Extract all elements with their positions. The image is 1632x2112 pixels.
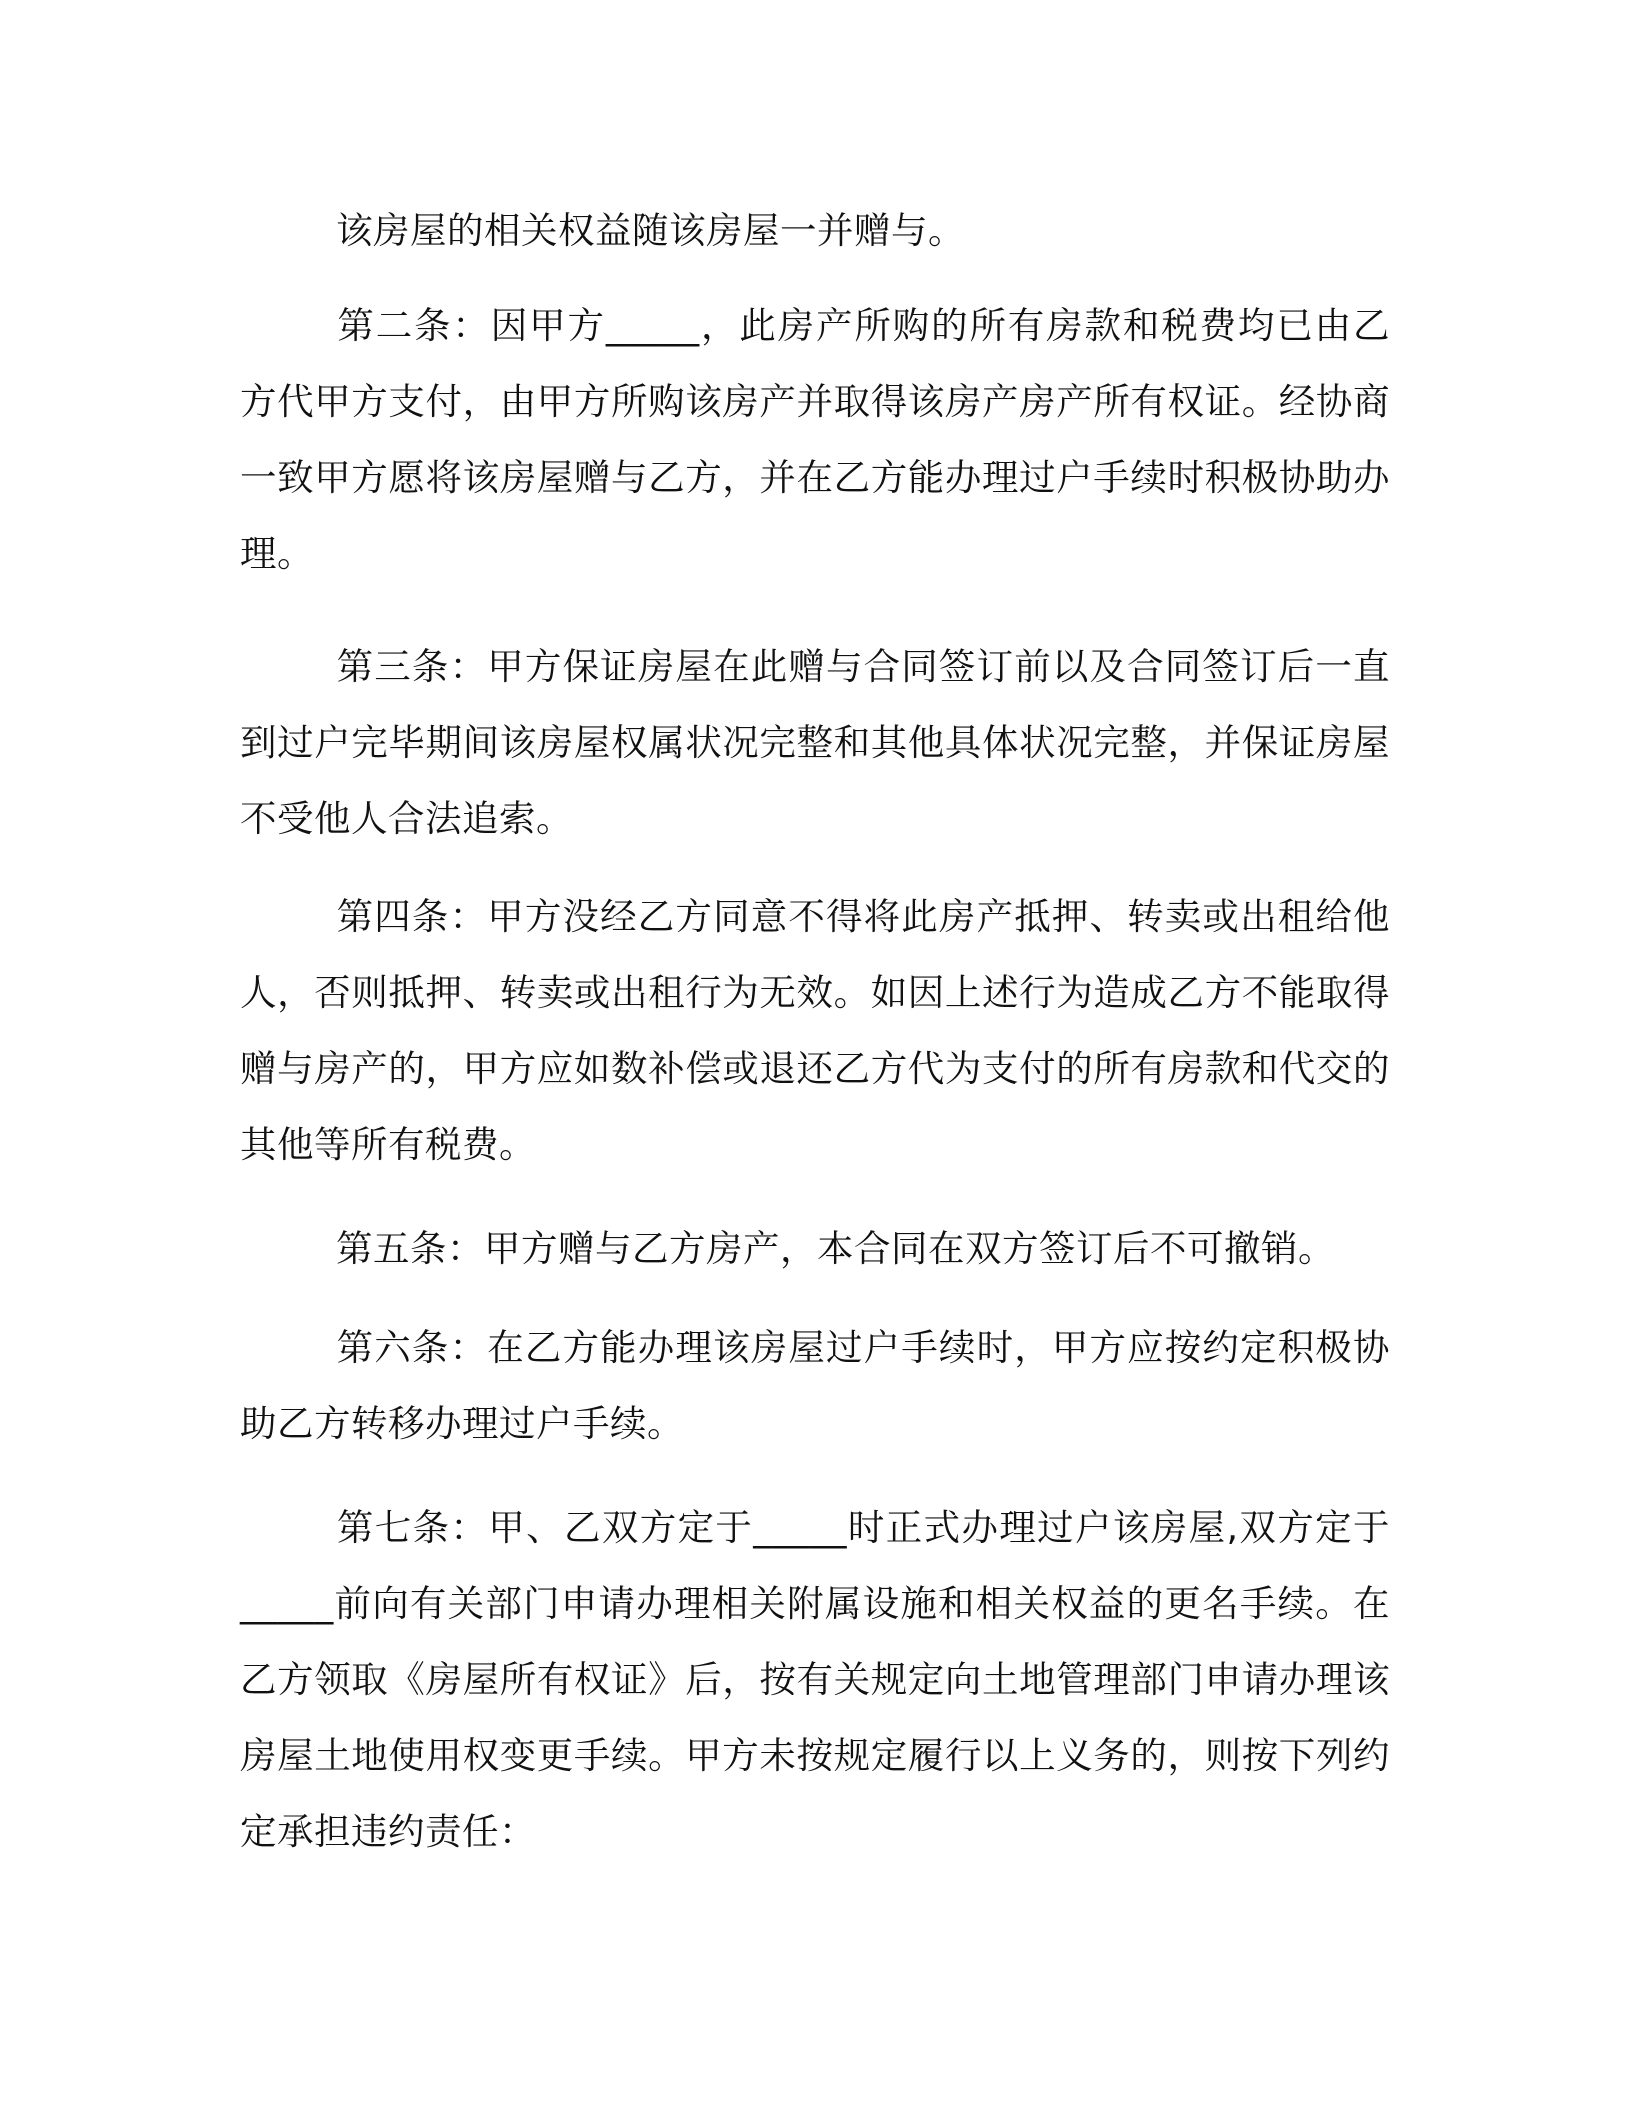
- paragraph-text: 第三条：甲方保证房屋在此赠与合同签订前以及合同签订后一直到过户完毕期间该房屋权属状况完整和其他具体状况完整，并保证房屋不受他人合法追索。: [240, 645, 1390, 840]
- paragraph-text: 第二条：因甲方_____，此房产所购的所有房款和税费均已由乙方代甲方支付，由甲方所购该房产并取得该房产房产所有权证。经协商一致甲方愿将该房屋赠与乙方，并在乙方能办理过户手续时积极协助办理。: [240, 304, 1390, 575]
- paragraph-article-2: [240, 288, 1390, 592]
- paragraph-article-3: [240, 629, 1390, 857]
- paragraph-gift-rights: [240, 193, 1390, 269]
- paragraph-text: 第七条：甲、乙双方定于_____时正式办理过户该房屋,双方定于_____前向有关部门申请办理相关附属设施和相关权益的更名手续。在乙方领取《房屋所有权证》后，按有关规定向土地管理部门申请办理该房屋土地使用权变更手续。甲方未按规定履行以上义务的，则按下列约定承担违约责任：: [240, 1506, 1390, 1853]
- paragraph-article-6: [240, 1310, 1390, 1462]
- paragraph-article-7: [240, 1490, 1390, 1870]
- paragraph-text: 该房屋的相关权益随该房屋一并赠与。: [336, 209, 965, 252]
- paragraph-text: 第六条：在乙方能办理该房屋过户手续时，甲方应按约定积极协助乙方转移办理过户手续。: [240, 1326, 1390, 1445]
- paragraph-text: 第四条：甲方没经乙方同意不得将此房产抵押、转卖或出租给他人，否则抵押、转卖或出租行为无效。如因上述行为造成乙方不能取得赠与房产的，甲方应如数补偿或退还乙方代为支付的所有房款和代交的其他等所有税费。: [240, 895, 1390, 1166]
- paragraph-article-5: [240, 1211, 1390, 1287]
- paragraph-text: 第五条：甲方赠与乙方房产，本合同在双方签订后不可撤销。: [336, 1227, 1335, 1270]
- paragraph-article-4: [240, 879, 1390, 1183]
